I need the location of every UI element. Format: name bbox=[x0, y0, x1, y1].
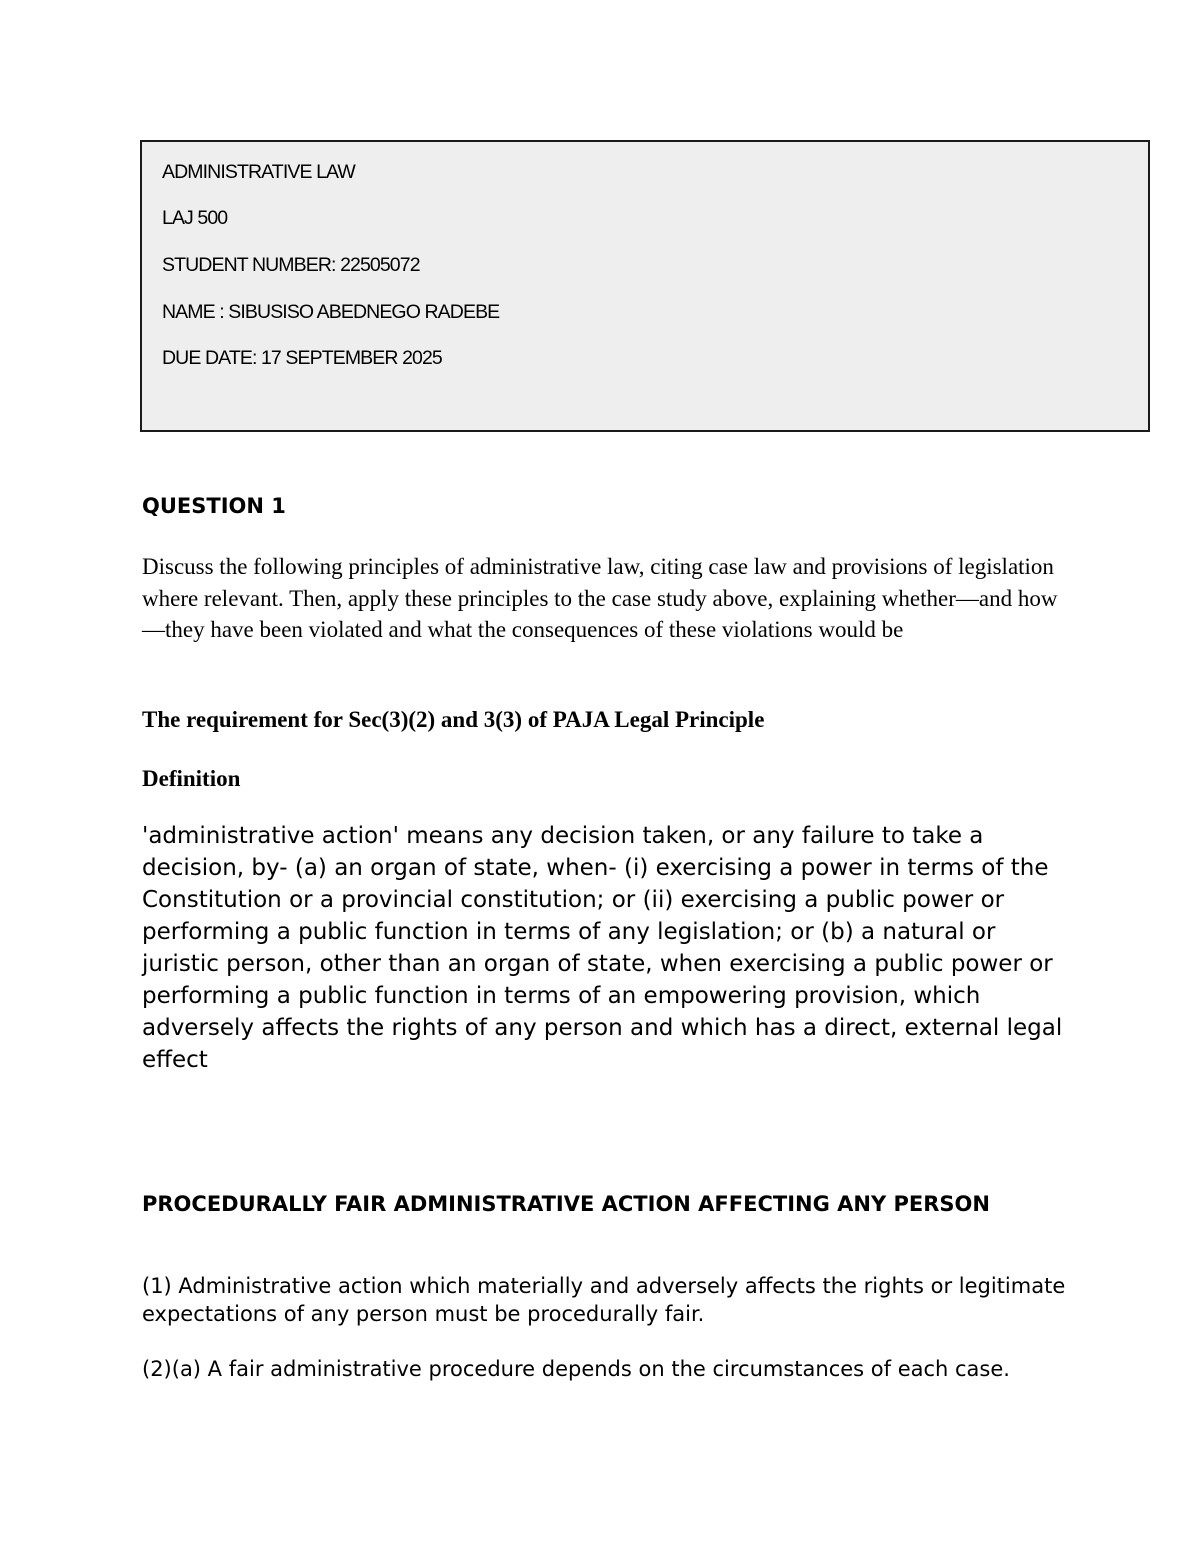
clause-2a: (2)(a) A fair administrative procedure depends on the circumstances of each case. bbox=[142, 1357, 1010, 1381]
clause-1: (1) Administrative action which materially and adversely affects the rights or legitimate expectations of any person must be procedurally fair. bbox=[142, 1274, 1066, 1326]
question-instructions: Discuss the following principles of administrative law, citing case law and provisions of legislation where relevant. Then, apply these principles to the case study above, explaining whether—and how—they have been violated and what the consequences of these violations would be bbox=[142, 554, 1058, 642]
student-name: NAME : SIBUSISO ABEDNEGO RADEBE bbox=[162, 301, 500, 323]
course-title: ADMINISTRATIVE LAW bbox=[162, 161, 355, 183]
definition-text: 'administrative action' means any decision taken, or any failure to take a decision, by- (a) an organ of state, when- (i) exercising a power in terms of the Constitution or a provincial constitution; or (ii) exercising a public power or performing a public function in terms of any legislation; or (b) a natural or juristic person, other than an organ of state, when exercising a public power or performing a public function in terms of an empowering provision, which adversely affects the rights of any person and which has a direct, external legal effect bbox=[142, 823, 1063, 1073]
definition-heading: Definition bbox=[142, 766, 241, 791]
cover-info-box bbox=[140, 140, 1150, 432]
course-code: LAJ 500 bbox=[162, 207, 228, 229]
student-number: STUDENT NUMBER: 22505072 bbox=[162, 254, 420, 276]
section-heading: PROCEDURALLY FAIR ADMINISTRATIVE ACTION AFFECTING ANY PERSON bbox=[142, 1192, 990, 1216]
due-date: DUE DATE: 17 SEPTEMBER 2025 bbox=[162, 347, 442, 369]
question-title: QUESTION 1 bbox=[142, 494, 286, 518]
requirement-heading: The requirement for Sec(3)(2) and 3(3) of PAJA Legal Principle bbox=[142, 707, 765, 732]
